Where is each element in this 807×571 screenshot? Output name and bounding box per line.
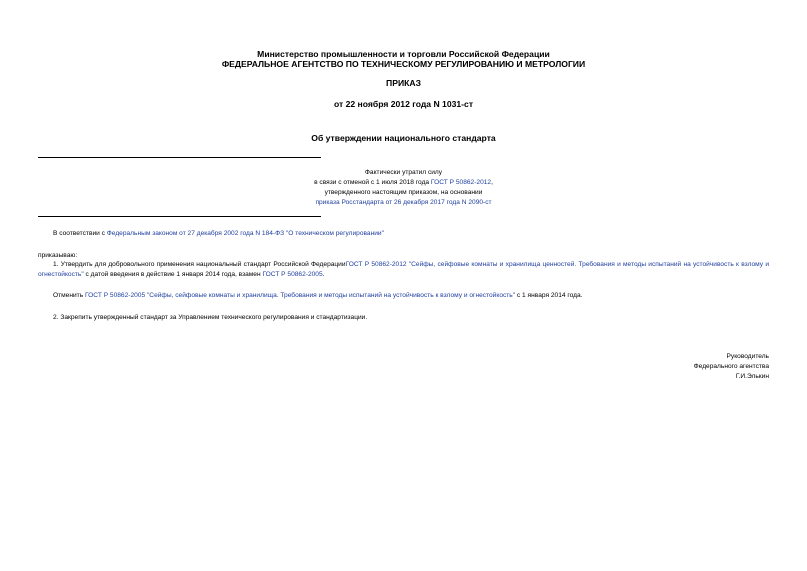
order-word: приказываю:	[38, 252, 78, 259]
document-header	[0, 49, 807, 69]
ministry-name: Министерство промышленности и торговли Российской Федерации	[257, 49, 550, 59]
item-2-paragraph: 2. Закрепить утвержденный стандарт за Управлением технического регулирования и стандартизации.	[53, 314, 368, 321]
federal-law-link[interactable]: Федеральным законом от 27 декабря 2002 года N 184-ФЗ "О техническом регулировании"	[106, 230, 384, 237]
item-1-punct: .	[322, 270, 325, 278]
divider-bottom	[38, 216, 321, 217]
item-1-mid-text: с датой введения в действие 1 января 2014 года, взамен	[83, 270, 263, 278]
item-1-paragraph	[38, 260, 769, 279]
item-1-text: 1. Утвердить для добровольного применения национальный стандарт Российской Федерации	[53, 261, 346, 268]
status-punct: ,	[491, 179, 493, 186]
signer-org: Федерального агентства	[693, 363, 769, 370]
gost-2012-link[interactable]: ГОСТ Р 50862-2012	[430, 179, 492, 186]
order-heading: ПРИКАЗ	[386, 78, 421, 88]
basis-text: В соответствии с	[53, 230, 107, 237]
status-line-1: Фактически утратил силу	[364, 169, 443, 176]
basis-paragraph	[53, 229, 769, 239]
gost-2005-full-link[interactable]: ГОСТ Р 50862-2005 "Сейфы, сейфовые комнаты и хранилища. Требования и методы испытаний на устойчивость к взлому и огнестойкость"	[84, 292, 516, 299]
cancel-paragraph	[53, 291, 769, 301]
divider-top	[38, 157, 321, 158]
order-date: от 22 ноября 2012 года N 1031-ст	[333, 99, 474, 109]
signature-block	[694, 352, 769, 382]
gost-2005-link[interactable]: ГОСТ Р 50862-2005	[262, 270, 323, 278]
status-line-2	[0, 178, 807, 188]
order-title: Об утверждении национального стандарта	[311, 133, 496, 143]
signer-position: Руководитель	[726, 353, 769, 360]
gost-2012-full-link[interactable]: ГОСТ Р 50862-2012 "Сейфы, сейфовые комнаты и хранилища ценностей. Требования и методы испытаний на устойчивость к взлому и огнестойкость"	[38, 261, 769, 278]
signer-name: Г.И.Элькин	[735, 373, 769, 380]
agency-name: ФЕДЕРАЛЬНОЕ АГЕНТСТВО ПО ТЕХНИЧЕСКОМУ РЕГУЛИРОВАНИЮ И МЕТРОЛОГИИ	[221, 59, 586, 69]
status-note	[0, 168, 807, 208]
rosstandart-order-link[interactable]: приказа Росстандарта от 26 декабря 2017 года N 2090-ст	[315, 199, 492, 206]
cancel-tail-text: с 1 января 2014 года.	[515, 292, 583, 299]
status-text: в связи с отменой с 1 июля 2018 года	[314, 179, 431, 186]
status-line-3: утвержденного настоящим приказом, на основании	[324, 189, 483, 196]
cancel-text: Отменить	[53, 292, 85, 299]
